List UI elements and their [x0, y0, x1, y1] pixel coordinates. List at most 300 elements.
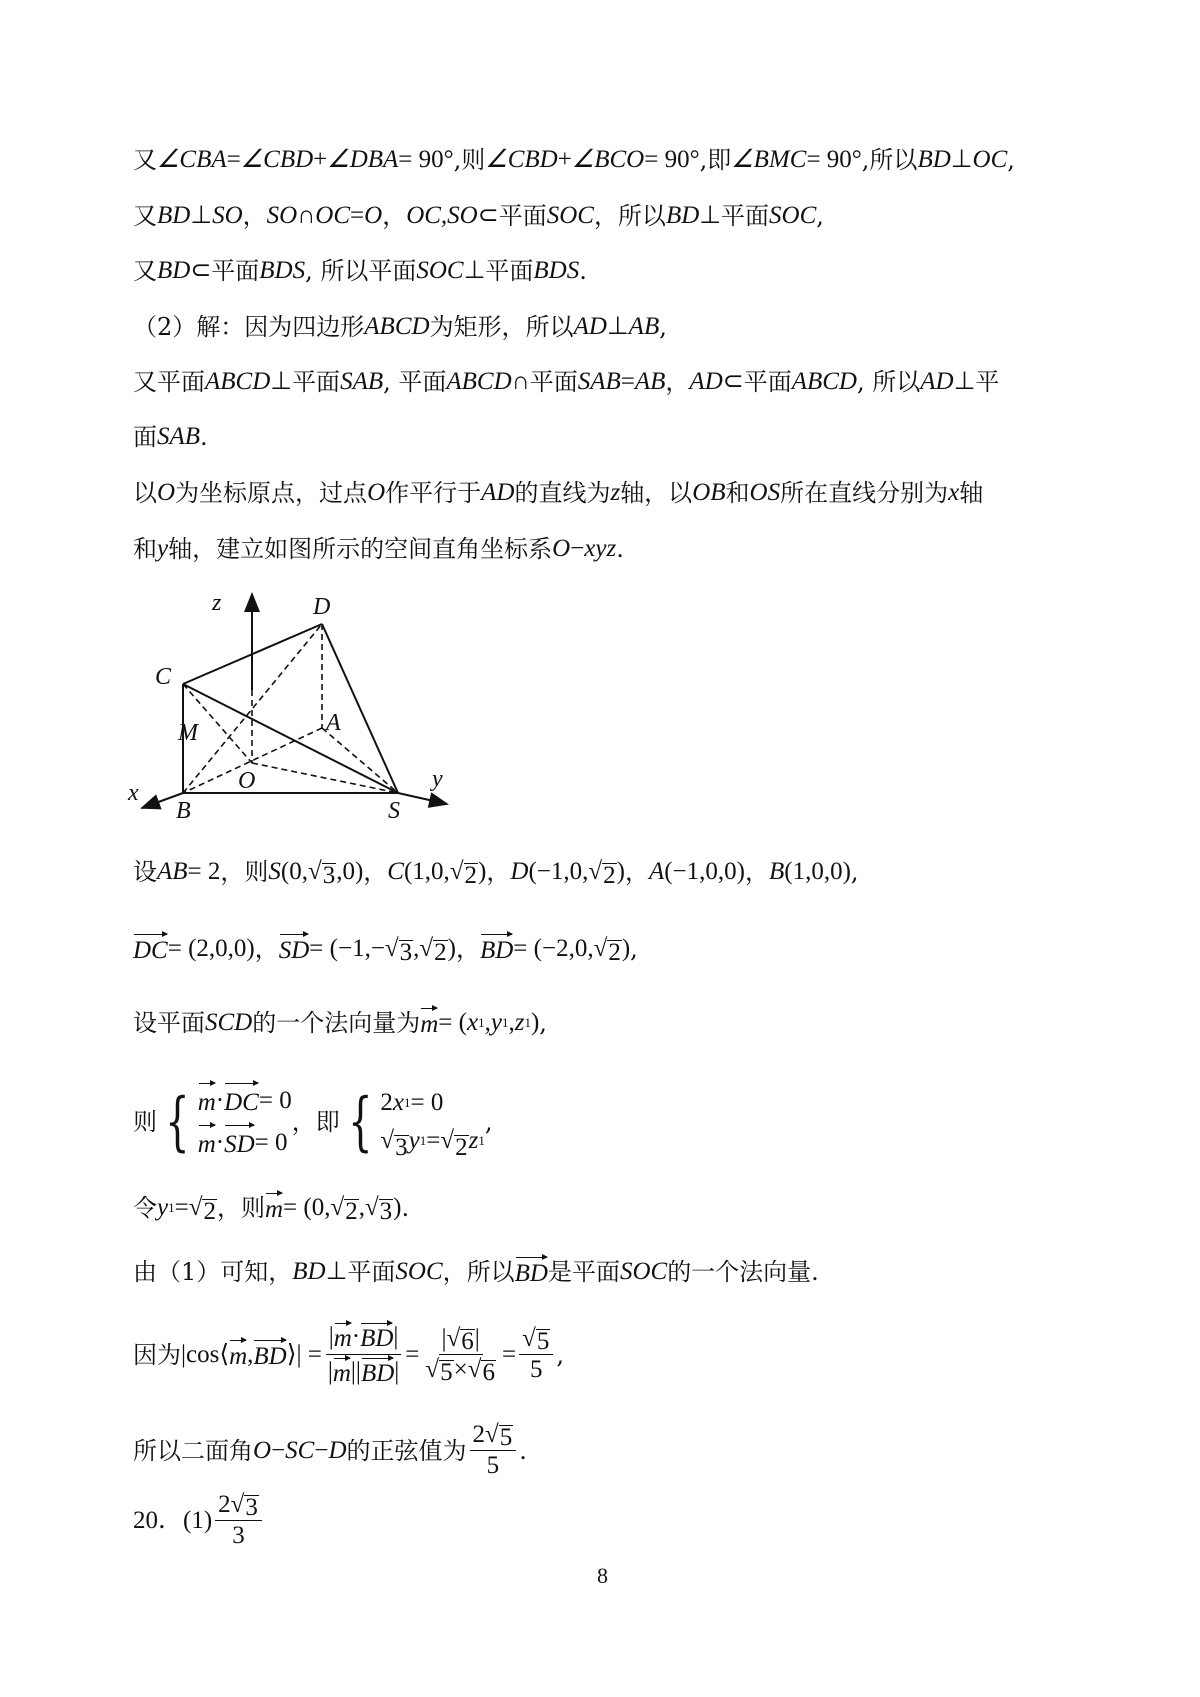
square-root — [330, 1192, 358, 1224]
text-line — [133, 311, 667, 343]
text-segment: 为坐标原点，过点 — [175, 479, 368, 507]
math-operator: · — [215, 1087, 225, 1114]
radical-sign-icon: √ — [588, 858, 603, 885]
radicand: 3 — [379, 1198, 393, 1225]
numerator — [215, 1490, 262, 1521]
math-symbol: SOC — [769, 202, 817, 229]
left-brace-icon: { — [165, 1085, 190, 1159]
square-root — [450, 856, 478, 888]
page-number: 8 — [597, 1563, 608, 1588]
math-operator: (−1,0, — [528, 858, 589, 885]
math-operator: × — [453, 1356, 468, 1383]
math-symbol: BD — [157, 257, 191, 284]
math-symbol: ∠BMC — [731, 146, 807, 173]
text-segment: , — [484, 1108, 493, 1136]
math-symbol: z — [610, 479, 621, 506]
text-segment: 的正弦值为 — [346, 1436, 467, 1465]
text-line — [133, 1420, 527, 1481]
radicand: 2 — [345, 1198, 358, 1225]
text-segment: 设平面 — [133, 1009, 205, 1037]
math-symbol: OS — [749, 479, 781, 506]
math-operator: = 90° — [644, 146, 700, 173]
text-segment: ,即 — [699, 146, 732, 174]
text-segment: ，所以 — [593, 202, 666, 230]
math-symbol: OB — [692, 479, 726, 506]
math-symbol: SOC — [416, 257, 464, 284]
math-symbol: ∠CBD — [485, 146, 558, 173]
text-segment: 的一个法向量. — [667, 1258, 819, 1286]
math-symbol: ABCD — [791, 368, 857, 395]
radical-sign-icon: √ — [467, 1356, 482, 1383]
text-segment: （2）解：因为四边形 — [133, 313, 365, 341]
square-root — [365, 1192, 393, 1224]
label-C: C — [155, 664, 172, 690]
subscript: 1 — [419, 1133, 427, 1148]
text-segment: 设 — [133, 858, 157, 886]
math-symbol: x — [392, 1089, 405, 1116]
math-operator: ⊂ — [477, 202, 499, 229]
text-segment: ，即 — [291, 1108, 340, 1136]
text-segment: ， — [624, 858, 649, 886]
radical-sign-icon: √ — [593, 935, 608, 962]
radicand: 2 — [203, 1198, 216, 1225]
system-rows — [380, 1084, 484, 1160]
text-segment: 面 — [133, 423, 157, 451]
text-segment: ， — [744, 858, 769, 886]
math-operator: | — [393, 1323, 399, 1350]
denominator — [527, 1355, 546, 1385]
math-operator: 2 — [218, 1491, 231, 1518]
math-symbol: SAB — [577, 368, 621, 395]
math-operator: = 0 — [258, 1087, 292, 1114]
math-operator: |cos⟨ — [181, 1340, 230, 1368]
math-symbol: O — [157, 479, 176, 506]
math-operator: ,0) — [336, 858, 364, 885]
vector: BD — [480, 931, 513, 967]
radical-sign-icon: √ — [188, 1194, 203, 1221]
square-root — [385, 933, 413, 965]
radical-sign-icon: √ — [364, 1194, 379, 1221]
vector: BD — [360, 1320, 393, 1354]
math-operator: | — [474, 1325, 480, 1352]
math-operator: = ( — [438, 1009, 467, 1036]
math-operator: = — [620, 368, 635, 395]
equation-system — [157, 1080, 292, 1164]
text-line — [133, 144, 1015, 176]
text-segment: 平 — [975, 368, 1000, 396]
text-line — [133, 856, 859, 888]
equation-system — [340, 1084, 485, 1160]
text-segment: . — [579, 257, 587, 285]
math-symbol: SC — [285, 1436, 315, 1464]
math-symbol: ABCD — [364, 313, 430, 340]
math-operator: , — [484, 1009, 491, 1036]
math-operator: ) — [616, 858, 625, 885]
math-operator: · — [351, 1323, 361, 1350]
text-segment: ，所以 — [442, 1258, 515, 1286]
radical-sign-icon: √ — [425, 1356, 440, 1383]
math-operator: = 90° — [806, 146, 862, 173]
math-operator: = (2,0,0) — [167, 935, 255, 962]
math-operator: (0, — [280, 858, 308, 885]
square-root — [380, 1122, 408, 1160]
text-segment: . — [616, 535, 624, 563]
text-segment: . — [200, 423, 208, 451]
math-operator: , — [508, 1009, 515, 1036]
label-y: y — [432, 766, 443, 792]
radical-sign-icon: √ — [384, 935, 399, 962]
square-root — [447, 1324, 475, 1354]
text-line — [133, 477, 983, 509]
math-operator: 3 — [232, 1522, 245, 1549]
vector: m — [229, 1337, 247, 1373]
text-line — [133, 200, 824, 232]
text-segment: , 所以平面 — [305, 257, 417, 285]
text-segment: 平面 — [211, 257, 260, 285]
math-symbol: AD — [920, 368, 954, 395]
text-segment: 轴，建立如图所示的空间直角坐标系 — [168, 535, 553, 563]
edge-OS — [252, 763, 398, 793]
square-root — [485, 1420, 513, 1450]
text-segment: , 所以 — [856, 368, 921, 396]
math-operator: + — [313, 146, 328, 173]
math-operator: | — [328, 1323, 334, 1350]
math-operator: ⊂ — [722, 368, 744, 395]
radical-sign-icon: √ — [440, 1127, 455, 1154]
math-symbol: x — [466, 1009, 479, 1036]
math-symbol: ABCD — [205, 368, 271, 395]
left-brace-icon: { — [347, 1085, 373, 1159]
subscript: 1 — [478, 1015, 485, 1030]
subscript: 1 — [404, 1095, 411, 1110]
text-segment: ， — [665, 368, 690, 396]
math-symbol: y — [157, 535, 169, 562]
text-line — [133, 931, 638, 967]
math-symbol: B — [768, 858, 785, 885]
math-symbol: BDS — [259, 257, 306, 284]
math-operator: − — [314, 1436, 329, 1464]
vector: m — [198, 1122, 216, 1164]
radical-sign-icon: √ — [380, 1127, 395, 1154]
math-symbol: O — [552, 535, 571, 562]
vector: DC — [224, 1080, 259, 1122]
text-segment: 平面 — [292, 368, 341, 396]
numerator — [519, 1324, 553, 1355]
text-segment: , — [556, 1340, 564, 1369]
square-root — [440, 1122, 468, 1160]
text-segment: , — [850, 858, 859, 886]
label-B: B — [176, 798, 191, 820]
subscript: 1 — [524, 1015, 531, 1030]
math-symbol: BD — [157, 202, 191, 229]
radicand: 3 — [245, 1494, 258, 1521]
math-symbol: y — [490, 1009, 502, 1036]
radicand: 3 — [395, 1134, 408, 1161]
fraction — [422, 1324, 499, 1385]
math-symbol: xyz — [584, 535, 617, 562]
math-operator: 5 — [529, 1356, 543, 1383]
math-operator: = — [226, 146, 241, 173]
label-A: A — [326, 710, 341, 736]
denominator — [484, 1451, 503, 1481]
text-segment: 的直线为 — [514, 479, 611, 507]
math-operator: ⊥ — [190, 202, 213, 229]
math-operator: ) — [447, 935, 456, 962]
square-root — [468, 1355, 496, 1385]
vector: m — [265, 1190, 283, 1226]
math-operator: ⊥ — [953, 368, 976, 395]
math-operator: ⟩| = — [286, 1340, 322, 1368]
text-segment: 又平面 — [133, 368, 205, 396]
text-segment: 又 — [133, 146, 157, 174]
math-operator: ⊥ — [463, 257, 486, 284]
vector: DC — [133, 931, 168, 967]
text-segment: 所在直线分别为 — [780, 479, 949, 507]
fraction — [325, 1320, 402, 1389]
math-operator: = — [405, 1340, 420, 1368]
math-operator: ⊥ — [270, 368, 293, 395]
radicand: 6 — [482, 1359, 495, 1386]
math-operator: , — [358, 1194, 365, 1221]
square-root — [588, 856, 616, 888]
fraction — [215, 1490, 262, 1551]
math-operator: ⊂ — [190, 257, 212, 284]
label-O: O — [238, 768, 256, 794]
math-symbol: O — [364, 202, 383, 229]
math-symbol: D — [328, 1436, 347, 1464]
text-segment: , — [816, 202, 824, 230]
math-operator: ) — [530, 1009, 540, 1036]
math-symbol: D — [510, 858, 529, 885]
radicand: 2 — [603, 862, 616, 889]
math-operator: (−1,0,0) — [664, 858, 745, 885]
label-z: z — [212, 590, 222, 616]
text-line — [133, 1254, 819, 1290]
numerator — [470, 1420, 517, 1451]
radical-sign-icon: √ — [330, 1194, 345, 1221]
fraction — [470, 1420, 517, 1481]
text-segment: ,所以 — [861, 146, 918, 174]
text-segment: , — [630, 935, 638, 963]
text-segment: ， — [455, 935, 480, 963]
numerator — [326, 1320, 402, 1355]
text-segment: 轴 — [959, 479, 984, 507]
geometry-diagram — [120, 580, 460, 820]
text-segment: ， — [363, 858, 388, 886]
math-symbol: O — [367, 479, 386, 506]
radical-sign-icon: √ — [230, 1491, 245, 1518]
subscript: 1 — [168, 1200, 175, 1215]
radicand: 5 — [536, 1328, 550, 1355]
text-line — [133, 1490, 265, 1551]
subscript: 1 — [501, 1015, 509, 1030]
radical-sign-icon: √ — [522, 1325, 536, 1352]
y-axis — [398, 793, 447, 804]
text-segment: ， — [486, 858, 511, 886]
math-symbol: OC — [972, 146, 1008, 173]
math-symbol: ∠CBD — [240, 146, 314, 173]
math-operator: ⊥ — [699, 202, 722, 229]
math-symbol: ABCD — [446, 368, 512, 395]
math-operator: ) — [393, 1194, 402, 1221]
math-symbol: C — [387, 858, 404, 885]
system-rows — [198, 1080, 292, 1164]
math-symbol: y — [157, 1194, 169, 1221]
radicand: 3 — [322, 862, 336, 889]
math-operator: · — [215, 1129, 225, 1156]
vector: m — [198, 1080, 216, 1122]
math-operator: | — [327, 1358, 333, 1385]
radicand: 2 — [455, 1134, 468, 1161]
math-operator: 2 — [472, 1421, 486, 1448]
subscript: 1 — [478, 1133, 485, 1148]
numerator — [439, 1324, 483, 1355]
math-symbol: SCD — [205, 1009, 253, 1036]
math-symbol: S — [268, 858, 281, 885]
math-symbol: AD — [481, 479, 515, 506]
text-segment: 平面 — [498, 202, 547, 230]
math-symbol: OC,SO — [406, 202, 478, 229]
math-symbol: O — [253, 1436, 272, 1464]
text-segment: 平面 — [485, 257, 534, 285]
text-segment: 的一个法向量为 — [252, 1009, 421, 1037]
radicand: 3 — [399, 939, 413, 966]
radical-sign-icon: √ — [307, 858, 322, 885]
text-segment: ，则 — [216, 1194, 265, 1222]
math-symbol: AD — [573, 313, 607, 340]
math-operator: = 0 — [254, 1129, 288, 1156]
vector: BD — [253, 1337, 286, 1373]
label-D: D — [313, 594, 331, 620]
math-operator: ) — [478, 858, 487, 885]
vector: SD — [224, 1122, 255, 1164]
text-line — [133, 366, 999, 398]
radicand: 2 — [464, 862, 478, 889]
text-segment: 和 — [725, 479, 750, 507]
label-M: M — [178, 720, 198, 746]
math-operator: = 90° — [398, 146, 454, 173]
math-symbol: x — [948, 479, 960, 506]
math-symbol: BDS — [533, 257, 580, 284]
radical-sign-icon: √ — [449, 858, 464, 885]
math-symbol: AB — [628, 313, 660, 340]
text-segment: , — [539, 1009, 547, 1037]
math-operator: || — [350, 1358, 361, 1385]
math-operator: = (0, — [283, 1194, 331, 1221]
vector: m — [420, 1005, 438, 1041]
text-line — [133, 1190, 409, 1226]
vector: m — [333, 1355, 351, 1389]
math-operator: (1,0,0) — [784, 858, 851, 885]
text-segment: 是平面 — [547, 1258, 620, 1286]
math-operator: 20．(1) — [133, 1506, 213, 1534]
math-operator: = — [501, 1340, 517, 1368]
math-symbol: AD — [689, 368, 723, 395]
text-segment: , — [1007, 146, 1015, 174]
math-operator: 2 — [380, 1089, 393, 1116]
label-x: x — [128, 780, 139, 806]
text-line — [133, 1320, 564, 1389]
math-operator: − — [570, 535, 585, 562]
math-operator: = — [174, 1194, 189, 1221]
math-symbol: z — [514, 1009, 525, 1036]
system-row — [380, 1084, 484, 1122]
square-root — [308, 856, 336, 888]
math-operator: ⊥ — [606, 313, 629, 340]
text-segment: ，则 — [220, 858, 269, 886]
math-operator: , — [413, 935, 420, 962]
radical-sign-icon: √ — [446, 1325, 461, 1352]
text-segment: 平面 — [347, 1258, 396, 1286]
math-symbol: SOC — [395, 1258, 443, 1285]
text-segment: 以 — [133, 479, 157, 507]
math-operator: | — [394, 1358, 400, 1385]
text-line — [133, 1080, 492, 1164]
math-symbol: BD — [292, 1258, 326, 1285]
math-symbol: SAB — [157, 423, 201, 450]
math-operator: = 2 — [187, 858, 221, 885]
vector: BD — [361, 1355, 394, 1389]
square-root — [594, 933, 622, 965]
square-root — [522, 1324, 550, 1354]
math-operator: − — [271, 1436, 286, 1464]
math-symbol: AB — [157, 858, 188, 885]
math-symbol: SO — [266, 202, 298, 229]
math-operator: 5 — [486, 1452, 500, 1479]
square-root — [231, 1490, 259, 1520]
square-root — [425, 1355, 453, 1385]
text-segment: 平面 — [721, 202, 770, 230]
math-operator: (1,0, — [403, 858, 450, 885]
text-segment: ， — [382, 202, 407, 230]
math-symbol: SOC — [546, 202, 594, 229]
math-symbol: BD — [917, 146, 951, 173]
text-segment: 轴，以 — [620, 479, 693, 507]
radicand: 5 — [440, 1359, 453, 1386]
radicand: 2 — [608, 939, 621, 966]
math-operator: ⊥ — [325, 1258, 348, 1285]
text-segment: 则 — [133, 1108, 157, 1136]
vector: SD — [279, 931, 310, 967]
vector: m — [334, 1320, 352, 1354]
text-line — [133, 421, 208, 453]
text-line — [133, 1005, 547, 1041]
text-segment: ， — [242, 202, 267, 230]
text-segment: 因为 — [133, 1340, 181, 1369]
text-segment: 作平行于 — [385, 479, 482, 507]
text-segment: . — [519, 1436, 527, 1465]
edge-CS — [183, 684, 398, 793]
math-operator: ⊥ — [950, 146, 973, 173]
radical-sign-icon: √ — [419, 935, 434, 962]
math-symbol: y — [408, 1127, 420, 1154]
radicand: 5 — [499, 1424, 513, 1451]
text-line — [133, 255, 587, 287]
math-symbol: SOC — [619, 1258, 668, 1285]
math-operator: ∩ — [511, 368, 530, 395]
math-operator: + — [557, 146, 572, 173]
fraction — [519, 1324, 553, 1385]
math-symbol: SAB — [340, 368, 384, 395]
math-operator: ∩ — [297, 202, 316, 229]
math-symbol: SO — [212, 202, 243, 229]
math-operator: = (−1,− — [309, 935, 385, 962]
math-operator: = (−2,0, — [513, 935, 594, 962]
math-symbol: z — [468, 1127, 479, 1154]
radicand: 2 — [434, 939, 447, 966]
math-operator: | — [441, 1325, 447, 1352]
denominator — [422, 1355, 499, 1385]
